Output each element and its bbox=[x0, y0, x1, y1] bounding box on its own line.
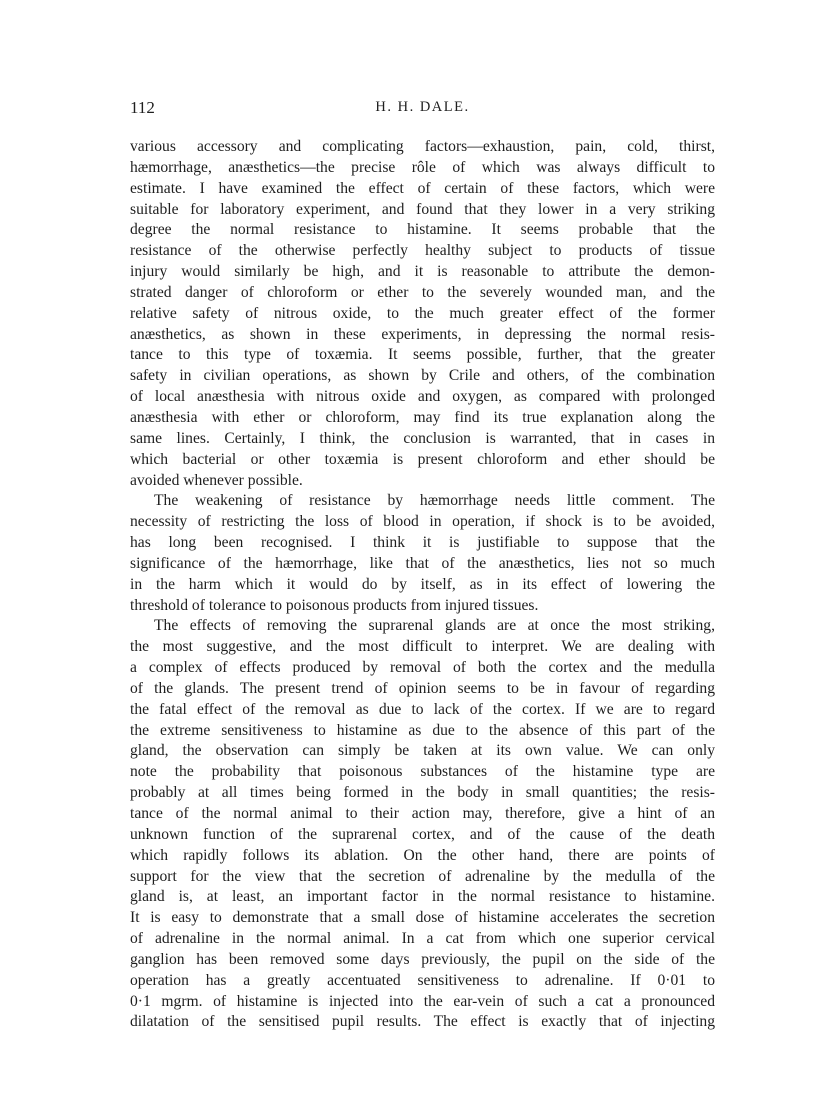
paragraph-first-line: The weakening of resistance by hæmorrhage needs little comment. The bbox=[154, 492, 715, 510]
text-line: dilatation of the sensitised pupil results. The effect is exactly that of injecting bbox=[130, 1013, 715, 1031]
text-line: of the glands. The present trend of opinion seems to be in favour of regarding bbox=[130, 679, 715, 697]
page-number: 112 bbox=[130, 98, 155, 117]
text-line: gland is, at least, an important factor in the normal resistance to histamine. bbox=[130, 888, 715, 906]
text-line: anæsthesia with ether or chloroform, may find its true explanation along the bbox=[130, 408, 715, 426]
running-head: H. H. DALE. bbox=[375, 99, 470, 115]
text-line: has long been recognised. I think it is justifiable to suppose that the bbox=[130, 534, 715, 552]
text-line: ganglion has been removed some days previously, the pupil on the side of the bbox=[130, 950, 715, 968]
text-line: which bacterial or other toxæmia is present chloroform and ether should be bbox=[130, 450, 715, 468]
text-line: significance of the hæmorrhage, like that of the anæsthetics, lies not so much bbox=[130, 554, 715, 572]
text-line: in the harm which it would do by itself, as in its effect of lowering the bbox=[130, 575, 715, 593]
text-line: probably at all times being formed in the body in small quantities; the resis- bbox=[130, 784, 715, 802]
paragraph-last-line: avoided whenever possible. bbox=[130, 471, 303, 489]
text-line: estimate. I have examined the effect of certain of these factors, which were bbox=[130, 179, 715, 197]
text-line: relative safety of nitrous oxide, to the much greater effect of the former bbox=[130, 304, 715, 322]
text-line: the extreme sensitiveness to histamine as due to the absence of this part of the bbox=[130, 721, 715, 739]
text-line: It is easy to demonstrate that a small dose of histamine accelerates the secretion bbox=[130, 909, 715, 927]
paragraph-first-line: The effects of removing the suprarenal glands are at once the most striking, bbox=[154, 617, 715, 635]
paragraph-last-line: threshold of tolerance to poisonous products from injured tissues. bbox=[130, 596, 539, 614]
text-line: operation has a greatly accentuated sensitiveness to adrenaline. If 0·01 to bbox=[130, 971, 715, 989]
text-line: of adrenaline in the normal animal. In a cat from which one superior cervical bbox=[130, 930, 715, 948]
text-line: 0·1 mgrm. of histamine is injected into the ear-vein of such a cat a pronounced bbox=[130, 992, 715, 1010]
text-line: the fatal effect of the removal as due to lack of the cortex. If we are to regard bbox=[130, 700, 715, 718]
text-line: strated danger of chloroform or ether to the severely wounded man, and the bbox=[130, 283, 715, 301]
text-line: of local anæsthesia with nitrous oxide and oxygen, as compared with prolonged bbox=[130, 388, 715, 406]
page-header bbox=[130, 98, 715, 122]
text-line: anæsthetics, as shown in these experiments, in depressing the normal resis- bbox=[130, 325, 715, 343]
text-line: necessity of restricting the loss of blood in operation, if shock is to be avoided, bbox=[130, 513, 715, 531]
text-line: note the probability that poisonous substances of the histamine type are bbox=[130, 763, 715, 781]
text-line: hæmorrhage, anæsthetics—the precise rôle of which was always difficult to bbox=[130, 158, 715, 176]
text-line: gland, the observation can simply be taken at its own value. We can only bbox=[130, 742, 715, 760]
body-text bbox=[130, 137, 715, 1033]
text-line: tance of the normal animal to their action may, therefore, give a hint of an bbox=[130, 805, 715, 822]
text-line: unknown function of the suprarenal cortex, and of the cause of the death bbox=[130, 825, 715, 843]
text-line: which rapidly follows its ablation. On the other hand, there are points of bbox=[130, 846, 715, 864]
text-line: various accessory and complicating factors—exhaustion, pain, cold, thirst, bbox=[130, 138, 715, 155]
text-line: same lines. Certainly, I think, the conclusion is warranted, that in cases in bbox=[130, 429, 715, 447]
text-line: suitable for laboratory experiment, and found that they lower in a very striking bbox=[130, 200, 715, 218]
text-line: a complex of effects produced by removal of both the cortex and the medulla bbox=[130, 659, 715, 677]
text-line: resistance of the otherwise perfectly healthy subject to products of tissue bbox=[130, 242, 715, 260]
text-line: degree the normal resistance to histamine. It seems probable that the bbox=[130, 221, 715, 239]
text-line: support for the view that the secretion of adrenaline by the medulla of the bbox=[130, 867, 715, 885]
text-line: tance to this type of toxæmia. It seems possible, further, that the greater bbox=[130, 346, 715, 364]
text-line: injury would similarly be high, and it is reasonable to attribute the demon- bbox=[130, 263, 715, 281]
text-line: the most suggestive, and the most difficult to interpret. We are dealing with bbox=[130, 638, 715, 656]
text-line: safety in civilian operations, as shown by Crile and others, of the combination bbox=[130, 367, 715, 385]
